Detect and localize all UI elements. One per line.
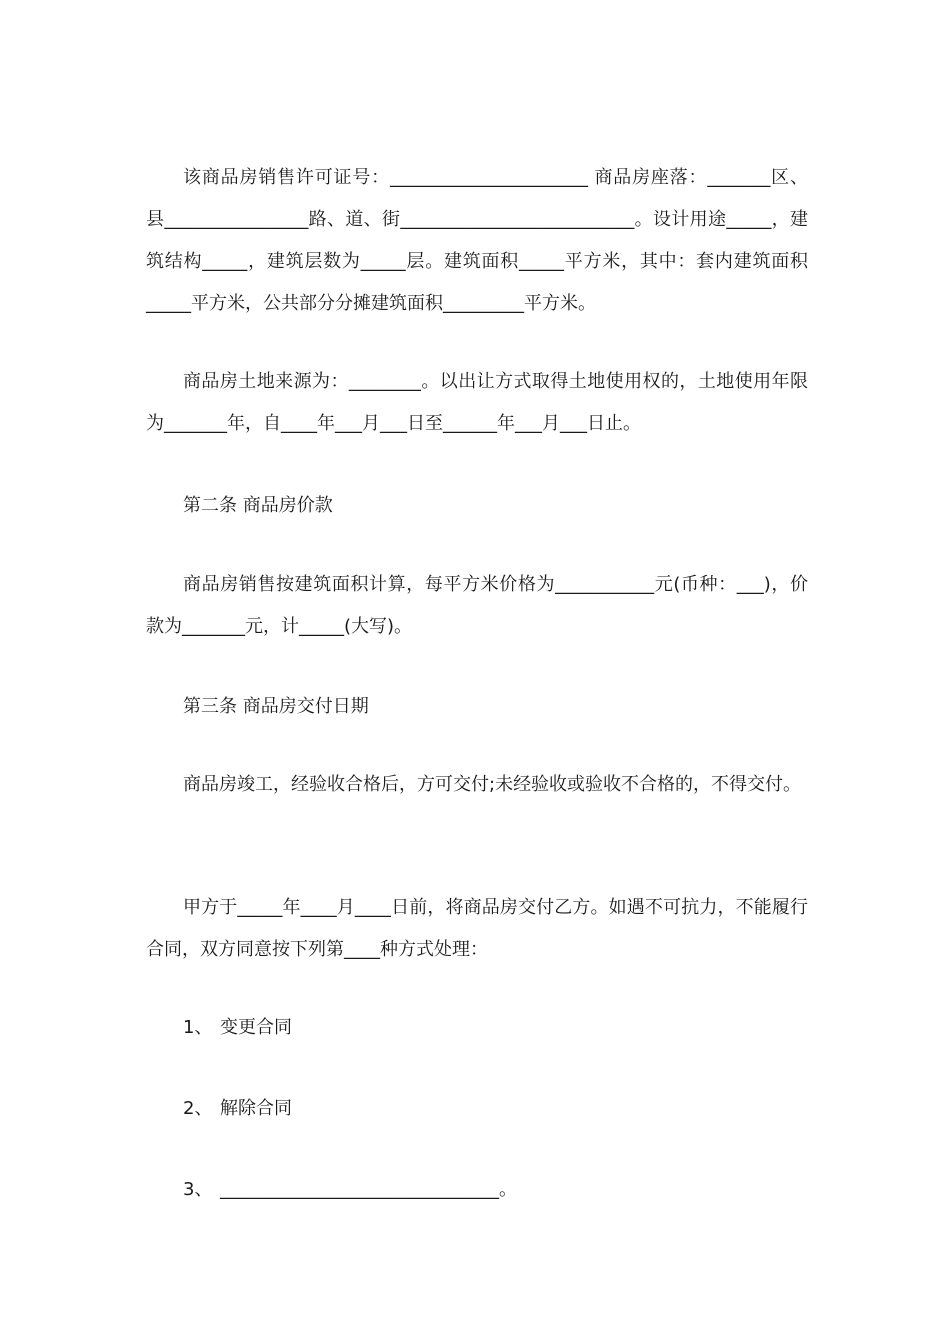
article-3-heading: 第三条 商品房交付日期 [183,696,369,717]
paragraph-completion: 商品房竣工，经验收合格后，方可交付;未经验收或验收不合格的，不得交付。 [183,774,802,795]
option-item-2 [183,1097,292,1121]
option-number: 3、 [183,1179,213,1200]
article-2-heading: 第二条 商品房价款 [183,495,333,516]
option-text: 解除合同 [220,1098,292,1119]
option-item-3 [183,1178,517,1202]
paragraph-sales-license-and-location: 该商品房销售许可证号：______________________ 商品房座落：_______区、县________________路、道、街__________________________。设计用途_____，建筑结构_____，建筑层数为_____层。建筑面积_____平方米，其中：套内建筑面积_____平方米，公共部分分摊建筑面积_________平方米。 [146,167,808,314]
option-text: _______________________________。 [220,1179,517,1200]
option-number: 1、 [183,1017,213,1038]
paragraph-delivery-date: 甲方于_____年____月____日前，将商品房交付乙方。如遇不可抗力，不能履行合同，双方同意按下列第____种方式处理： [146,897,808,960]
option-text: 变更合同 [220,1017,292,1038]
option-number: 2、 [183,1098,213,1119]
option-item-1 [183,1016,292,1040]
paragraph-land-source: 商品房土地来源为：________。以出让方式取得土地使用权的，土地使用年限为_______年，自____年___月___日至______年___月___日止。 [146,371,808,434]
paragraph-price: 商品房销售按建筑面积计算，每平方米价格为___________元(币种：___)，价款为_______元，计_____(大写)。 [146,574,808,637]
